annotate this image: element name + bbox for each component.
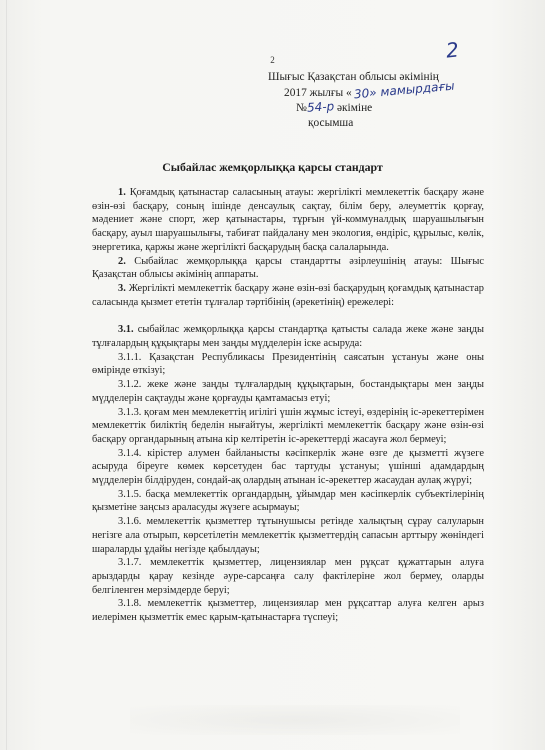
paragraph-text: 3.1.3. қоғам мен мемлекеттің игілігі үшін жұмыс істеуі, өздерінің іс-әрекеттерімен мемлекеттік биліктің беделін нығайтуы, жергілікті мемлекеттік басқару және өзін-өзі басқару органдарының атына кір келтіретін іс-әрекеттерді жасауға жол бермеуі;	[92, 406, 484, 445]
document-body	[92, 186, 484, 625]
header-number-suffix: әкіміне	[334, 102, 373, 114]
paragraph	[92, 447, 484, 488]
scan-shadow	[130, 705, 460, 735]
paragraph-text: Сыбайлас жемқорлыққа қарсы стандартты әзірлеушінің атауы: Шығыс Қазақстан облысы әкімінің аппараты.	[92, 255, 484, 281]
header-line-3	[268, 100, 488, 116]
paragraph-text: 3.1.5. басқа мемлекеттік органдардың, ұйымдар мен кәсіпкерлік субъектілерінің қызметіне заңсыз араласуды жүзеге асырмауы;	[92, 488, 484, 514]
paragraph-number: 3.1.	[118, 324, 134, 336]
header-date-prefix: 2017 жылғы «	[284, 86, 352, 99]
paragraph	[92, 282, 484, 309]
paragraph	[92, 597, 484, 624]
paragraph	[92, 515, 484, 556]
paragraph-text: 3.1.7. мемлекеттік қызметтер, лицензиялар мен рұқсат құжаттарын алуға арыздарды қарау кезінде әуре-сарсаңға салу фактілеріне жол бермеу, оларды белгіленген мерзімдерде беруі;	[92, 557, 484, 596]
paragraph-number: 3.	[118, 282, 126, 294]
paragraph-text: 3.1.2. жеке және заңды тұлғалардың құқықтарын, бостандықтары мен заңды мүдделерін сақтауды және қорғауды қамтамасыз етуі;	[92, 379, 484, 404]
paragraph-text: 3.1.8. мемлекеттік қызметтер, лицензиялар мен рұқсаттар алуға келген арыз иелерімен қызметтік емес қарым-қатынастарға түспеуі;	[92, 598, 484, 624]
paragraph	[92, 378, 484, 405]
header-line-2	[268, 78, 488, 101]
paragraph	[92, 255, 484, 282]
paragraph	[92, 406, 484, 447]
paragraph-text: 3.1.4. кірістер алумен байланысты кәсіпкерлік және өзге де қызметті жүзеге асыруда біреуге көмек көрсетуден бас тартуды ұстануы; үшінші адамдардың мүдделерін білдіруден, сондай-ақ олардың атынан іс-әрекеттер жасаудан аулақ жүруі;	[92, 447, 484, 487]
handwritten-date: 30» мамырдағы	[353, 78, 455, 101]
handwritten-resolution-number: 54-р	[306, 99, 335, 115]
header-line-1: Шығыс Қазақстан облысы әкімінің	[268, 71, 439, 83]
paragraph-number: 2.	[118, 255, 126, 267]
page-number: 2	[270, 55, 275, 65]
paragraph	[92, 186, 484, 255]
paragraph	[92, 323, 484, 350]
paragraph	[92, 488, 484, 515]
paragraph	[92, 556, 484, 597]
header-number-prefix: №	[296, 102, 307, 114]
header-line-4: қосымша	[308, 116, 354, 129]
page-edge	[6, 0, 7, 750]
paragraph-text: 3.1.1. Қазақстан Республикасы Президентінің саясатын ұстануы және оны өмірінде өткізуі;	[92, 351, 484, 377]
handwritten-page-number: 2	[444, 37, 460, 63]
paragraph-text: сыбайлас жемқорлыққа қарсы стандартқа қатысты салада жеке және заңды тұлғалардың құқықтары мен заңды мүдделерін іске асыруда:	[92, 324, 484, 350]
paragraph-text: Жергілікті мемлекеттік басқару және өзін-өзі басқарудың қоғамдық қатынастар саласында қызмет ететін тұлғалар тәртібінің (әрекетінің) ережелері:	[92, 282, 484, 308]
paragraph-text: Қоғамдық қатынастар саласының атауы: жергілікті мемлекеттік басқару және өзін-өзі басқару, соның ішінде денсаулық сақтау, білім беру, әлеуметтік қорғау, мәдениет және спорт, жер қатынастары, тұрғын үй-коммуналдық шаруашылығын басқару, ауыл шаруашылығы, табиғат пайдалану мен экология, өндіріс, құрылыс, көлік, энергетика, қаржы және жергілікті басқарудың басқа салаларында.	[92, 187, 484, 253]
paragraph-text: 3.1.6. мемлекеттік қызметтер тұтынушысы ретінде халықтың сұрау салуларын негізге ала отырып, көрсетілетін мемлекеттік қызметтердің сапасын арттыру жөніндегі шараларды ұдайы негізде қабылдауы;	[92, 516, 484, 555]
document-title: Сыбайлас жемқорлыққа қарсы стандарт	[162, 160, 383, 174]
paragraph	[92, 351, 484, 378]
paragraph-number: 1.	[118, 187, 126, 198]
appendix-header	[268, 70, 488, 130]
